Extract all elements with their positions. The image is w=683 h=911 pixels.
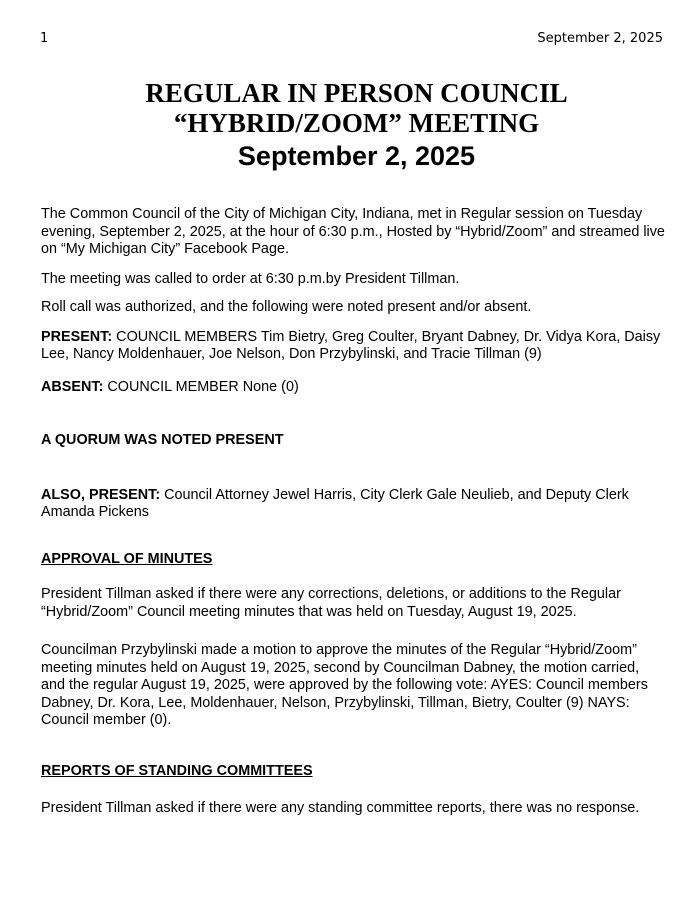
minutes-paragraph-2: Councilman Przybylinski made a motion to approve the minutes of the Regular “Hybrid/Zoom” meeting minutes held on August 19, 2025, second by Councilman Dabney, the motion carried, and the regular August 19, 2025, were approved by the following vote: AYES: Council members Dabney, Dr. Kora, Lee, Moldenhauer, Nelson, Przybylinski, Tillman, Bietry, Coulter (9) NAYS: Council member (0). bbox=[41, 642, 648, 728]
absent-text: COUNCIL MEMBER None (0) bbox=[103, 378, 299, 395]
header-date: September 2, 2025 bbox=[537, 31, 663, 46]
also-present-label: ALSO, PRESENT: bbox=[41, 486, 161, 503]
title-line-1: REGULAR IN PERSON COUNCIL bbox=[145, 78, 568, 108]
document-title bbox=[0, 78, 683, 138]
call-to-order-paragraph: The meeting was called to order at 6:30 p.m.by President Tillman. bbox=[41, 270, 460, 287]
present-text: COUNCIL MEMBERS Tim Bietry, Greg Coulter, Bryant Dabney, Dr. Vidya Kora, Daisy Lee, Nancy Moldenhauer, Joe Nelson, Don Przybylinski, and Tracie Tillman (9) bbox=[41, 328, 661, 362]
also-present-paragraph bbox=[41, 487, 667, 522]
page-number: 1 bbox=[40, 31, 49, 46]
absent-paragraph bbox=[41, 379, 667, 397]
present-paragraph bbox=[41, 329, 667, 364]
absent-label: ABSENT: bbox=[41, 378, 104, 395]
title-line-2: “HYBRID/ZOOM” MEETING bbox=[173, 108, 540, 138]
meeting-date-title bbox=[0, 141, 683, 172]
document-body bbox=[41, 206, 667, 818]
intro-paragraph: The Common Council of the City of Michigan City, Indiana, met in Regular session on Tuesday evening, September 2, 2025, at the hour of 6:30 p.m., Hosted by “Hybrid/Zoom” and streamed live on “My Michigan City” Facebook Page. bbox=[41, 206, 665, 257]
committees-heading: REPORTS OF STANDING COMMITTEES bbox=[41, 762, 313, 779]
also-present-text: Council Attorney Jewel Harris, City Clerk Gale Neulieb, and Deputy Clerk Amanda Pickens bbox=[41, 486, 629, 520]
quorum-paragraph: A QUORUM WAS NOTED PRESENT bbox=[41, 432, 284, 448]
minutes-paragraph-1: President Tillman asked if there were any corrections, deletions, or additions to the Regular “Hybrid/Zoom” Council meeting minutes that was held on Tuesday, August 19, 2025. bbox=[41, 586, 621, 620]
minutes-heading: APPROVAL OF MINUTES bbox=[41, 550, 213, 567]
present-label: PRESENT: bbox=[41, 328, 113, 345]
committees-paragraph-1: President Tillman asked if there were any standing committee reports, there was no response. bbox=[41, 800, 640, 816]
title-date: September 2, 2025 bbox=[237, 141, 476, 171]
roll-call-paragraph: Roll call was authorized, and the following were noted present and/or absent. bbox=[41, 299, 532, 315]
